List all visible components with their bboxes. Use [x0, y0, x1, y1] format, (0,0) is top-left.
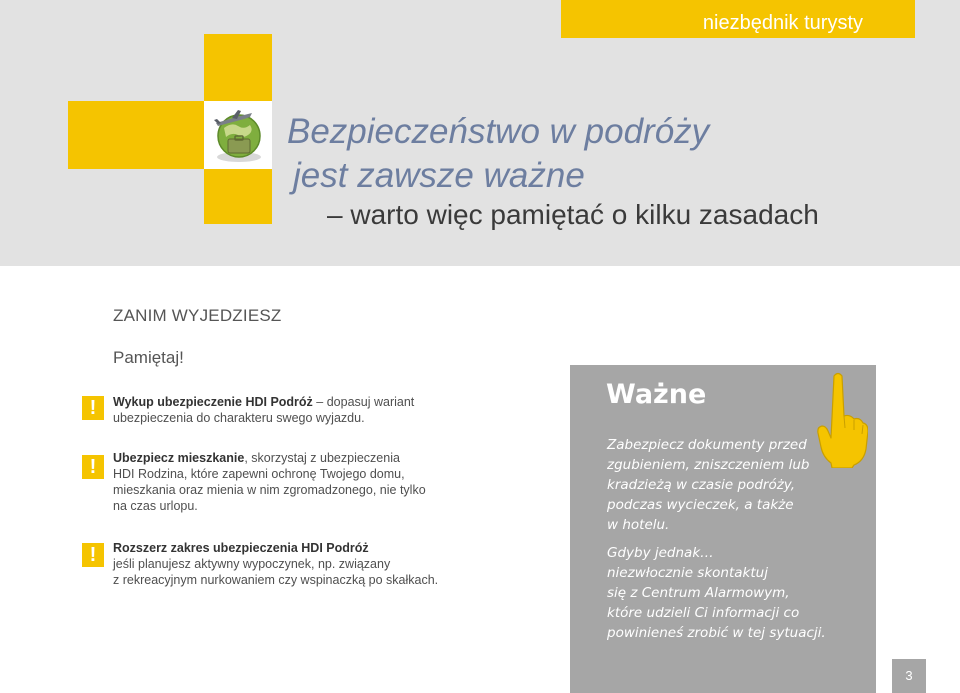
exclamation-icon: !	[82, 543, 104, 567]
page-number: 3	[892, 659, 926, 693]
tip-item-text: ubezpieczenia do charakteru swego wyjazdu.	[113, 411, 365, 425]
remember-heading: Pamiętaj!	[113, 348, 184, 367]
pointing-hand-icon	[816, 370, 868, 472]
panel-line: Gdyby jednak…	[607, 545, 714, 561]
panel-line: w hotelu.	[607, 517, 670, 533]
section-tag-text: niezbędnik turysty	[702, 12, 863, 34]
tip-item	[113, 450, 453, 514]
tip-item	[113, 540, 453, 588]
globe-icon	[204, 101, 272, 169]
tip-item-bold: Rozszerz zakres ubezpieczenia HDI Podróż	[113, 541, 369, 555]
panel-line: powinieneś zrobić w tej sytuacji.	[607, 625, 826, 641]
panel-line: Zabezpiecz dokumenty przed	[607, 437, 807, 453]
tip-item-text: z rekreacyjnym nurkowaniem czy wspinaczką po skałkach.	[113, 573, 439, 587]
tip-item-text: mieszkania oraz mienia w nim zgromadzonego, nie tylko	[113, 483, 426, 497]
panel-line: się z Centrum Alarmowym,	[607, 585, 790, 601]
tip-item-text: – dopasuj wariant	[312, 395, 415, 409]
exclamation-icon: !	[82, 396, 104, 420]
tip-item-bold: Ubezpiecz mieszkanie	[113, 451, 245, 465]
headline-line-2: jest zawsze ważne	[293, 156, 585, 195]
tip-item-text: HDI Rodzina, które zapewni ochronę Twojego domu,	[113, 467, 405, 481]
panel-line: podczas wycieczek, a także	[607, 497, 794, 513]
tip-item-text: na czas urlopu.	[113, 499, 198, 513]
tip-item-text: , skorzystaj z ubezpieczenia	[244, 451, 400, 465]
subheadline: – warto więc pamiętać o kilku zasadach	[327, 199, 819, 230]
panel-line: niezwłocznie skontaktuj	[607, 565, 768, 581]
headline-line-1: Bezpieczeństwo w podróży	[287, 112, 710, 151]
section-tag	[561, 0, 915, 38]
panel-line: kradzieżą w czasie podróży,	[607, 477, 796, 493]
tip-item-bold: Wykup ubezpieczenie HDI Podróż	[113, 395, 313, 409]
tip-item-text: jeśli planujesz aktywny wypoczynek, np. związany	[113, 557, 391, 571]
panel-line: które udzieli Ci informacji co	[607, 605, 800, 621]
important-panel-paragraph	[607, 543, 872, 643]
tip-item	[113, 394, 453, 426]
panel-line: zgubieniem, zniszczeniem lub	[607, 457, 810, 473]
section-heading: ZANIM WYJEDZIESZ	[113, 306, 282, 325]
important-panel-title: Ważne	[606, 379, 707, 410]
exclamation-icon: !	[82, 455, 104, 479]
